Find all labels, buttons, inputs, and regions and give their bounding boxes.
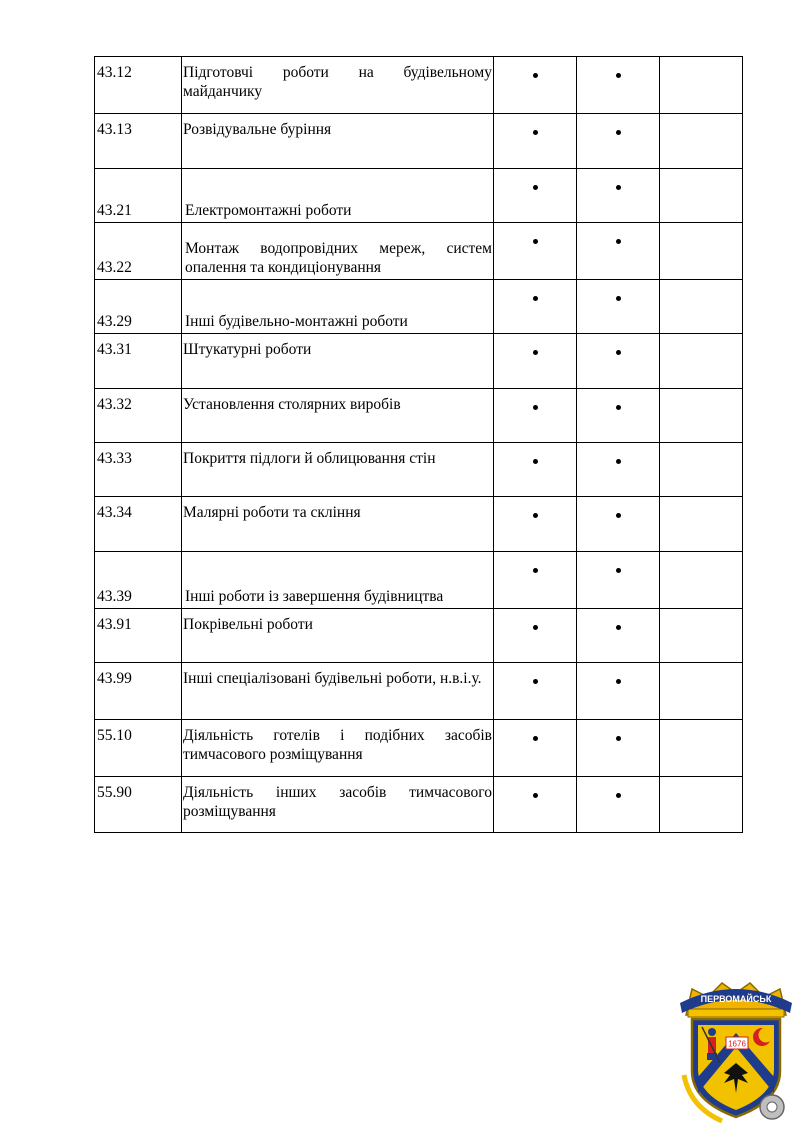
mark-cell-2	[577, 169, 660, 223]
bullet-icon	[533, 73, 538, 78]
bullet-icon	[616, 239, 621, 244]
mark-cell-1	[494, 280, 577, 334]
mark-cell-2	[577, 114, 660, 169]
bullet-icon	[616, 185, 621, 190]
bullet-icon	[616, 736, 621, 741]
bullet-icon	[533, 679, 538, 684]
table-row	[95, 609, 743, 663]
table-row	[95, 552, 743, 609]
kved-code: 43.21	[95, 169, 182, 223]
bullet-icon	[616, 568, 621, 573]
bullet-icon	[616, 679, 621, 684]
activity-name: Інші будівельно-монтажні роботи	[182, 280, 494, 334]
kved-code: 55.10	[95, 720, 182, 777]
bullet-icon	[616, 625, 621, 630]
bullet-icon	[533, 459, 538, 464]
mark-cell-1	[494, 389, 577, 443]
table-row	[95, 720, 743, 777]
activity-name: Діяльність інших засобів тимчасового розміщування	[182, 777, 494, 833]
empty-cell	[660, 223, 743, 280]
bullet-icon	[533, 239, 538, 244]
kved-code: 43.13	[95, 114, 182, 169]
bullet-icon	[533, 568, 538, 573]
kved-code: 43.34	[95, 497, 182, 552]
table-row	[95, 663, 743, 720]
mark-cell-2	[577, 443, 660, 497]
bullet-icon	[533, 296, 538, 301]
activity-name: Підготовчі роботи на будівельному майданчику	[182, 57, 494, 114]
empty-cell	[660, 280, 743, 334]
bullet-icon	[616, 459, 621, 464]
activity-name: Інші спеціалізовані будівельні роботи, н.в.і.у.	[182, 663, 494, 720]
bullet-icon	[616, 513, 621, 518]
bullet-icon	[533, 625, 538, 630]
mark-cell-1	[494, 223, 577, 280]
bullet-icon	[616, 73, 621, 78]
activity-name: Покриття підлоги й облицювання стін	[182, 443, 494, 497]
mark-cell-2	[577, 552, 660, 609]
mark-cell-1	[494, 663, 577, 720]
empty-cell	[660, 169, 743, 223]
table-row	[95, 443, 743, 497]
table-row	[95, 334, 743, 389]
kved-code: 43.22	[95, 223, 182, 280]
mark-cell-1	[494, 114, 577, 169]
mark-cell-2	[577, 609, 660, 663]
bullet-icon	[533, 185, 538, 190]
empty-cell	[660, 777, 743, 833]
mark-cell-2	[577, 497, 660, 552]
empty-cell	[660, 443, 743, 497]
mark-cell-1	[494, 777, 577, 833]
bullet-icon	[533, 405, 538, 410]
empty-cell	[660, 552, 743, 609]
bullet-icon	[533, 736, 538, 741]
mark-cell-1	[494, 552, 577, 609]
bullet-icon	[533, 350, 538, 355]
bullet-icon	[616, 793, 621, 798]
mark-cell-1	[494, 720, 577, 777]
mark-cell-2	[577, 777, 660, 833]
city-emblem-icon	[678, 975, 794, 1123]
mark-cell-2	[577, 57, 660, 114]
table-row	[95, 223, 743, 280]
bullet-icon	[616, 130, 621, 135]
empty-cell	[660, 663, 743, 720]
mark-cell-1	[494, 443, 577, 497]
empty-cell	[660, 497, 743, 552]
activity-name: Малярні роботи та скління	[182, 497, 494, 552]
mark-cell-2	[577, 389, 660, 443]
year-text: 1676	[728, 1039, 746, 1049]
mark-cell-1	[494, 57, 577, 114]
kved-code: 43.91	[95, 609, 182, 663]
mark-cell-1	[494, 497, 577, 552]
mark-cell-1	[494, 334, 577, 389]
empty-cell	[660, 609, 743, 663]
activity-name: Електромонтажні роботи	[182, 169, 494, 223]
kved-code: 43.29	[95, 280, 182, 334]
activity-name: Штукатурні роботи	[182, 334, 494, 389]
mark-cell-1	[494, 169, 577, 223]
bullet-icon	[616, 405, 621, 410]
bullet-icon	[616, 350, 621, 355]
mark-cell-2	[577, 334, 660, 389]
table-row	[95, 497, 743, 552]
mark-cell-2	[577, 720, 660, 777]
kved-code: 43.39	[95, 552, 182, 609]
table-row	[95, 169, 743, 223]
kved-code: 43.32	[95, 389, 182, 443]
activity-name: Розвідувальне буріння	[182, 114, 494, 169]
city-ribbon-text: ПЕРВОМАЙСЬК	[700, 994, 772, 1004]
table-row	[95, 389, 743, 443]
bullet-icon	[533, 793, 538, 798]
mark-cell-2	[577, 280, 660, 334]
bullet-icon	[616, 296, 621, 301]
kved-code: 43.12	[95, 57, 182, 114]
kved-code: 43.33	[95, 443, 182, 497]
activity-name: Покрівельні роботи	[182, 609, 494, 663]
table-row	[95, 114, 743, 169]
empty-cell	[660, 334, 743, 389]
mark-cell-2	[577, 663, 660, 720]
bullet-icon	[533, 130, 538, 135]
mark-cell-1	[494, 609, 577, 663]
empty-cell	[660, 57, 743, 114]
activity-name: Інші роботи із завершення будівництва	[182, 552, 494, 609]
activity-name: Монтаж водопровідних мереж, систем опалення та кондиціонування	[182, 223, 494, 280]
bullet-icon	[533, 513, 538, 518]
activity-name: Установлення столярних виробів	[182, 389, 494, 443]
empty-cell	[660, 114, 743, 169]
table-row	[95, 57, 743, 114]
kved-code: 43.99	[95, 663, 182, 720]
empty-cell	[660, 720, 743, 777]
mark-cell-2	[577, 223, 660, 280]
activity-name: Діяльність готелів і подібних засобів тимчасового розміщування	[182, 720, 494, 777]
kved-code: 55.90	[95, 777, 182, 833]
kved-code: 43.31	[95, 334, 182, 389]
table-row	[95, 280, 743, 334]
table-row	[95, 777, 743, 833]
empty-cell	[660, 389, 743, 443]
activity-codes-table	[94, 56, 743, 833]
